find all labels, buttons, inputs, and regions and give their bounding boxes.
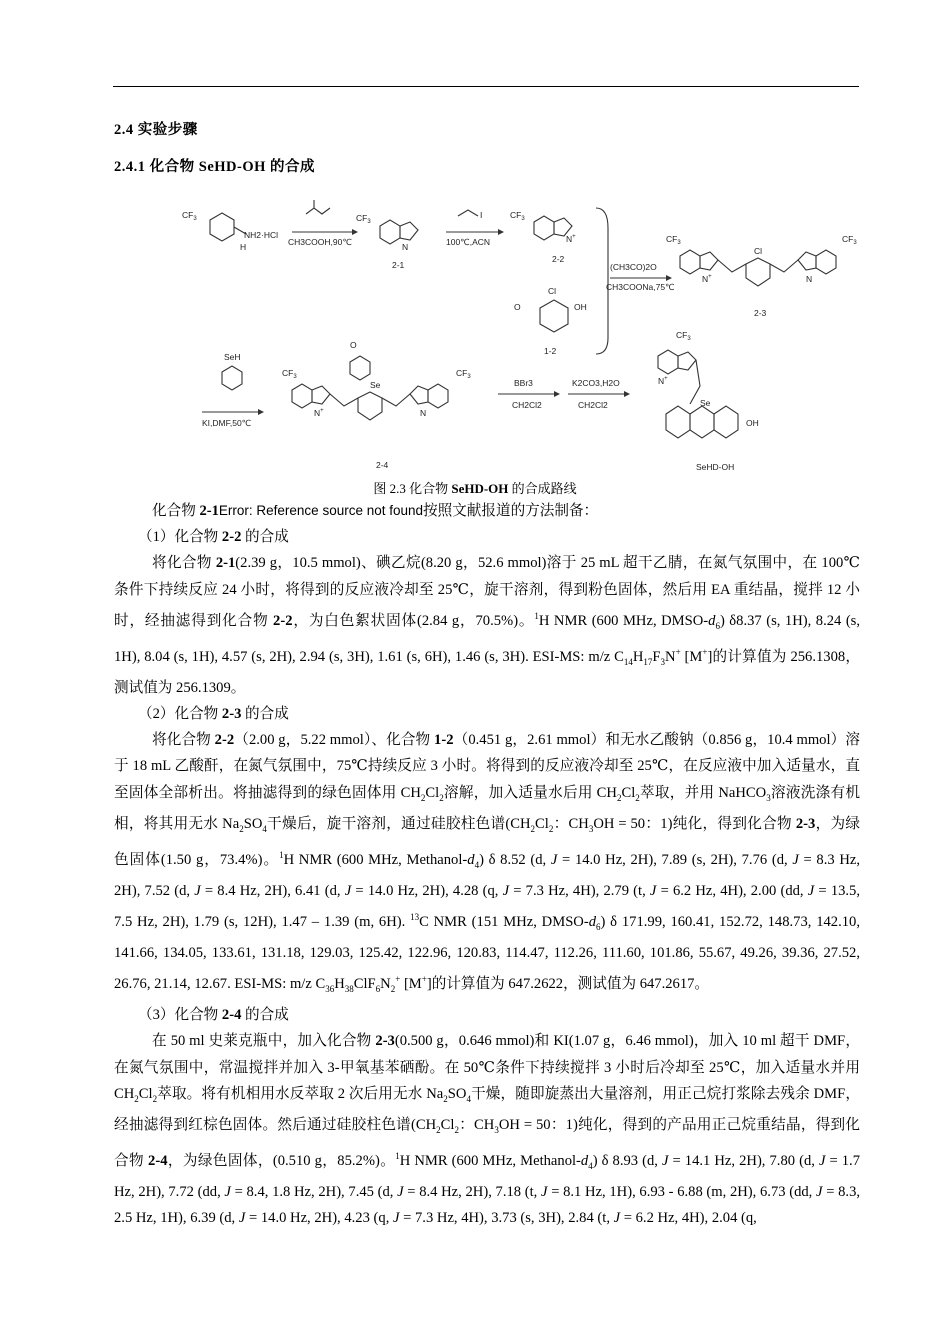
svg-text:O: O [350,340,357,350]
compound-2-1 [356,213,418,270]
compound-2-4 [282,340,471,470]
svg-text:2-3: 2-3 [754,308,767,318]
svg-text:SeH: SeH [224,352,241,362]
compound-2-2 [510,210,576,264]
svg-text:N: N [420,408,427,418]
heading-2-3: （2）化合物 2-3 的合成 [138,705,289,722]
svg-text:NH2·HCl: NH2·HCl [244,230,278,240]
intro-paragraph: 化合物 2-1Error: Reference source not found按照文献报道的方法制备： [152,503,599,519]
svg-text:CF3: $CF_3$ [282,368,297,380]
svg-text:Se: Se [370,380,381,390]
svg-text:N: N [806,274,813,284]
svg-text:100℃,ACN: 100℃,ACN [446,237,491,247]
svg-text:CF3: $CF_3$ [666,234,681,246]
compound-1-2 [514,286,587,356]
svg-text:Cl: Cl [548,286,557,296]
svg-text:OH: OH [574,302,587,312]
svg-text:N: N [402,242,409,252]
svg-text:BBr3: BBr3 [514,378,533,388]
svg-text:CF3: $CF_3$ [456,368,471,380]
svg-text:2-2: 2-2 [552,254,565,264]
svg-text:CF3: $CF_3$ [842,234,857,246]
arrow-6 [568,378,630,410]
body-text [114,498,860,1231]
svg-text:N+: N+ [702,274,712,284]
svg-text:N+: N+ [658,376,668,386]
svg-text:CF3: $CF_3$ [676,330,691,342]
svg-text:CH2Cl2: CH2Cl2 [512,400,542,410]
svg-text:2-1: 2-1 [392,260,405,270]
paragraph-2-2: 将化合物 2-1(2.39 g，10.5 mmol)、碘乙烷(8.20 g，52.6 mmol)溶于 25 mL 超干乙腈，在氮气氛围中，在 100℃条件下持续反应 24 小时，将得到的反应液冷却至 25℃，旋干溶剂，得到粉色固体，然后用 EA 重结晶，搅拌 12 小时，经抽滤得到化合物 2-2，为白色絮状固体(2.84 g，70.5%)。$^1$H NMR (600 MHz, DMSO-$d_6$) δ8.37 (s, 1H), 8.24 (s, 1H), 8.04 (s, 1H), 4.57 (s, 2H), 2.94 (s, 3H), 1.61 (s, 6H), 1.46 (s, 3H). ESI-MS: m/z $C_{14}H_{17}F_3N^+$ [M+]的计算值为 256.1308，测试值为 256.1309。 [114,555,861,696]
paragraph-2-4: 在 50 ml 史莱克瓶中，加入化合物 2-3(0.500 g，0.646 mmol)和 KI(1.07 g，6.46 mmol)，加入 10 ml 超干 DMF，在氮气氛围中，常温搅拌并加入 3-甲氧基苯硒酚。在 50℃条件下持续搅拌 3 小时后冷却至 25℃，加入适量水并用 $CH_2Cl_2$萃取。将有机相用水反萃取 2 次后用无水 $Na_2SO_4$干燥，随即旋蒸出大量溶剂，用正己烷打浆除去残余 DMF，经抽滤得到红棕色固体。然后通过硅胶柱色谱($CH_2Cl_2$：$CH_3OH = 50$：1)纯化，得到的产品用正己烷重结晶，得到化合物 2-4，为绿色固体，(0.510 g，85.2%)。$^1$H NMR (600 MHz, Methanol-$d_4$) δ 8.93 (d, J = 14.1 Hz, 2H), 7.80 (d, J = 1.7 Hz, 2H), 7.72 (dd, J = 8.4, 1.8 Hz, 2H), 7.45 (d, J = 8.4 Hz, 2H), 7.18 (t, J = 8.1 Hz, 1H), 6.93 ‑ 6.88 (m, 2H), 6.73 (dd, J = 8.3, 2.5 Hz, 1H), 6.39 (d, J = 14.0 Hz, 2H), 4.23 (q, J = 7.3 Hz, 4H), 3.73 (s, 3H), 2.84 (t, J = 6.2 Hz, 4H), 2.04 (q, [114,1033,861,1227]
arrow-2 [446,210,504,247]
heading-2-2: （1）化合物 2-2 的合成 [138,529,289,546]
svg-text:Se: Se [700,398,711,408]
header-rule [113,86,859,87]
svg-text:OH: OH [746,418,759,428]
compound-sehd-oh [658,330,759,472]
svg-text:CH2Cl2: CH2Cl2 [578,400,608,410]
svg-text:H: H [240,242,247,252]
arrow-1 [288,200,358,247]
svg-text:CH3COOH,90℃: CH3COOH,90℃ [288,237,352,247]
synthesis-scheme [180,198,870,476]
svg-text:CF3: $CF_3$ [356,213,371,225]
heading-2-4: （3）化合物 2-4 的合成 [138,1007,289,1024]
compound-2-3 [666,234,857,318]
paragraph-2-3: 将化合物 2-2（2.00 g，5.22 mmol）、化合物 1-2（0.451 g，2.61 mmol）和无水乙酸钠（0.856 g，10.4 mmol）溶于 18 mL 乙酸酐，在氮气氛围中，75℃持续反应 3 小时。将得到的反应液冷却至 25℃，在反应液中加入适量水，直至固体全部析出。将抽滤得到的绿色固体用 $CH_2Cl_2$溶解，加入适量水后用 $CH_2Cl_2$萃取，并用 NaHCO$_3$溶液洗涤有机相，将其用无水 $Na_2SO_4$干燥后，旋干溶剂，通过硅胶柱色谱($CH_2Cl_2$：$CH_3OH = 50$：1)纯化，得到化合物 2-3，为绿色固体(1.50 g，73.4%)。$^1$H NMR (600 MHz, Methanol-$d_4$) δ 8.52 (d, J = 14.0 Hz, 2H), 7.89 (s, 2H), 7.76 (d, J = 8.3 Hz, 2H), 7.52 (d, J = 8.4 Hz, 2H), 6.41 (d, J = 14.0 Hz, 2H), 4.28 (q, J = 7.3 Hz, 4H), 2.79 (t, J = 6.2 Hz, 4H), 2.00 (dd, J = 13.5, 7.5 Hz, 2H), 1.79 (s, 12H), 1.47 – 1.39 (m, 6H). $^{13}$C NMR (151 MHz, DMSO-$d_6$) δ 171.99, 160.41, 152.72, 148.73, 142.10, 141.66, 134.05, 133.61, 131.18, 129.03, 125.42, 122.96, 120.83, 114.47, 112.26, 111.60, 101.86, 55.67, 49.26, 39.36, 27.52, 26.76, 21.14, 12.67. ESI-MS: m/z $C_{36}H_{38}ClF_6N_2^+$ [M+]的计算值为 647.2622，测试值为 647.2617。 [114,732,861,994]
arrow-3 [606,262,675,292]
arrow-4 [202,352,264,428]
hydrazine-structure [182,210,278,252]
svg-text:CF3: $CF_3$ [510,210,525,222]
section-heading: 2.4 实验步骤 [114,122,198,138]
svg-text:CF3: $CF_3$ [182,210,197,222]
svg-text:N+: N+ [566,234,576,244]
arrow-5 [498,378,560,410]
figure-caption: 图 2.3 化合物 SeHD-OH 的合成路线 [373,481,577,496]
svg-text:I: I [480,210,483,220]
svg-text:(CH3CO)2O: (CH3CO)2O [610,262,657,272]
svg-text:O: O [514,302,521,312]
svg-text:Cl: Cl [754,246,763,256]
svg-text:2-4: 2-4 [376,460,389,470]
svg-text:N+: N+ [314,408,324,418]
svg-text:K2CO3,H2O: K2CO3,H2O [572,378,620,388]
svg-text:1-2: 1-2 [544,346,557,356]
svg-text:KI,DMF,50℃: KI,DMF,50℃ [202,418,252,428]
svg-text:CH3COONa,75℃: CH3COONa,75℃ [606,282,675,292]
subsection-heading: 2.4.1 化合物 SeHD-OH 的合成 [114,159,316,175]
svg-text:SeHD-OH: SeHD-OH [696,462,735,472]
